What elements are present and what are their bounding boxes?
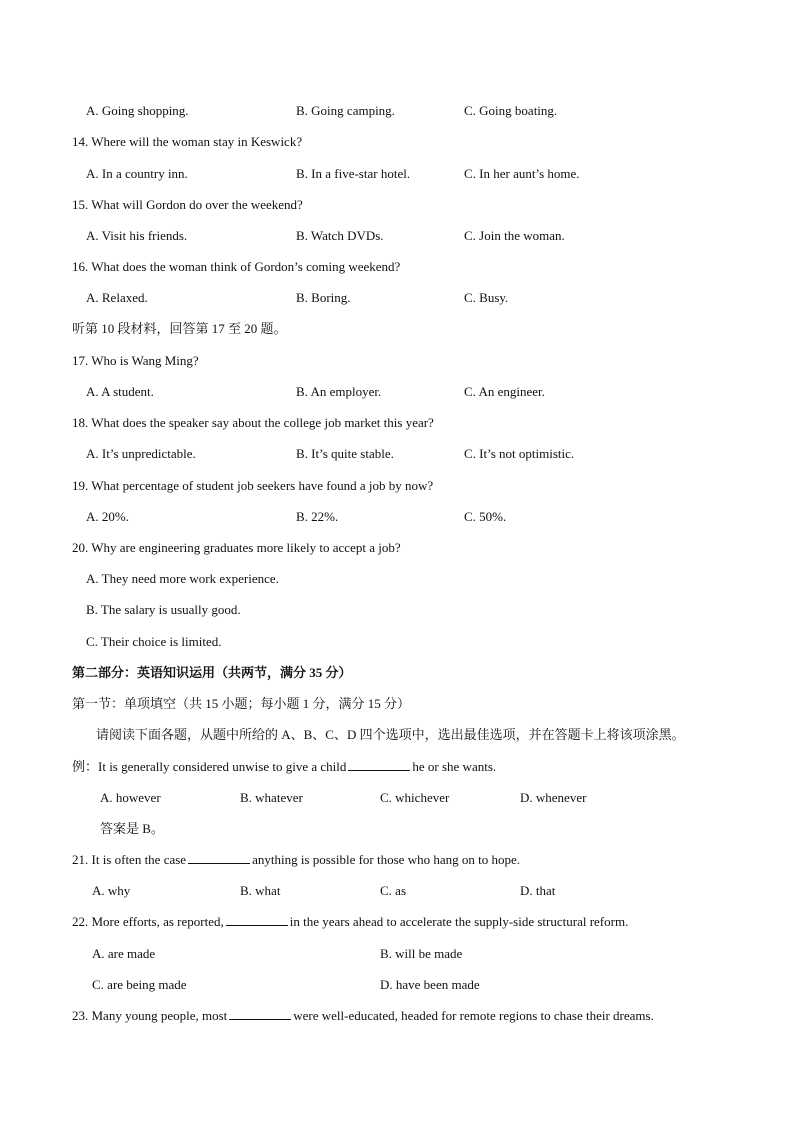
example-option-c: C. whichever	[380, 790, 450, 805]
q23-stem-post: were well-educated, headed for remote regions to chase their dreams.	[293, 1008, 654, 1023]
q18-option-c: C. It’s not optimistic.	[464, 446, 575, 461]
q21-stem-pre: 21. It is often the case	[72, 852, 187, 867]
q16-option-b: B. Boring.	[296, 290, 351, 305]
section-1-heading: 第一节：单项填空（共 15 小题；每小题 1 分，满分 15 分）	[72, 696, 411, 711]
answer-blank	[348, 760, 410, 771]
example-answer: 答案是 B。	[100, 821, 164, 836]
q23-stem-pre: 23. Many young people, most	[72, 1008, 228, 1023]
q21-option-d: D. that	[520, 883, 556, 898]
q18-stem: 18. What does the speaker say about the college job market this year?	[72, 415, 434, 430]
q16-option-c: C. Busy.	[464, 290, 509, 305]
q16-stem: 16. What does the woman think of Gordon’s coming weekend?	[72, 259, 401, 274]
q13-option-b: B. Going camping.	[296, 103, 395, 118]
section-10-instruction: 听第 10 段材料，回答第 17 至 20 题。	[72, 321, 287, 336]
part-2-heading: 第二部分：英语知识运用（共两节，满分 35 分）	[72, 665, 352, 680]
q22-option-b: B. will be made	[380, 946, 463, 961]
q14-option-c: C. In her aunt’s home.	[464, 166, 580, 181]
q15-option-b: B. Watch DVDs.	[296, 228, 384, 243]
example-option-d: D. whenever	[520, 790, 587, 805]
q16-option-a: A. Relaxed.	[86, 290, 148, 305]
q20-option-b: B. The salary is usually good.	[86, 602, 241, 617]
example-stem-pre: 例：It is generally considered unwise to give a child	[72, 759, 347, 774]
example-option-b: B. whatever	[240, 790, 303, 805]
q13-option-a: A. Going shopping.	[86, 103, 189, 118]
q15-option-c: C. Join the woman.	[464, 228, 565, 243]
example-stem-post: he or she wants.	[412, 759, 497, 774]
q19-option-b: B. 22%.	[296, 509, 339, 524]
q21-option-b: B. what	[240, 883, 281, 898]
q22-option-a: A. are made	[92, 946, 156, 961]
q17-option-a: A. A student.	[86, 384, 154, 399]
q13-option-c: C. Going boating.	[464, 103, 558, 118]
answer-blank	[226, 915, 288, 926]
q21-option-a: A. why	[92, 883, 131, 898]
q19-option-a: A. 20%.	[86, 509, 129, 524]
q20-option-c: C. Their choice is limited.	[86, 634, 222, 649]
q20-stem: 20. Why are engineering graduates more likely to accept a job?	[72, 540, 401, 555]
answer-blank	[188, 853, 250, 864]
q22-stem	[72, 915, 628, 928]
answer-blank	[229, 1009, 291, 1020]
q19-stem: 19. What percentage of student job seekers have found a job by now?	[72, 478, 434, 493]
q18-option-a: A. It’s unpredictable.	[86, 446, 196, 461]
q21-stem-post: anything is possible for those who hang on to hope.	[252, 852, 520, 867]
instructions: 请阅读下面各题，从题中所给的 A、B、C、D 四个选项中，选出最佳选项，并在答题卡上将该项涂黑。	[96, 727, 685, 742]
q18-option-b: B. It’s quite stable.	[296, 446, 394, 461]
q17-option-b: B. An employer.	[296, 384, 382, 399]
q14-option-b: B. In a five-star hotel.	[296, 166, 411, 181]
q23-stem	[72, 1009, 654, 1022]
example-stem	[72, 760, 496, 773]
q22-stem-pre: 22. More efforts, as reported,	[72, 914, 224, 929]
q22-option-c: C. are being made	[92, 977, 187, 992]
q15-option-a: A. Visit his friends.	[86, 228, 188, 243]
q15-stem: 15. What will Gordon do over the weekend?	[72, 197, 303, 212]
q17-stem: 17. Who is Wang Ming?	[72, 353, 199, 368]
q22-stem-post: in the years ahead to accelerate the supply-side structural reform.	[289, 914, 629, 929]
q21-option-c: C. as	[380, 883, 406, 898]
q14-option-a: A. In a country inn.	[86, 166, 188, 181]
example-option-a: A. however	[100, 790, 161, 805]
q20-option-a: A. They need more work experience.	[86, 571, 279, 586]
q14-stem: 14. Where will the woman stay in Keswick?	[72, 134, 303, 149]
q17-option-c: C. An engineer.	[464, 384, 545, 399]
q19-option-c: C. 50%.	[464, 509, 507, 524]
q22-option-d: D. have been made	[380, 977, 480, 992]
q21-stem	[72, 853, 520, 866]
